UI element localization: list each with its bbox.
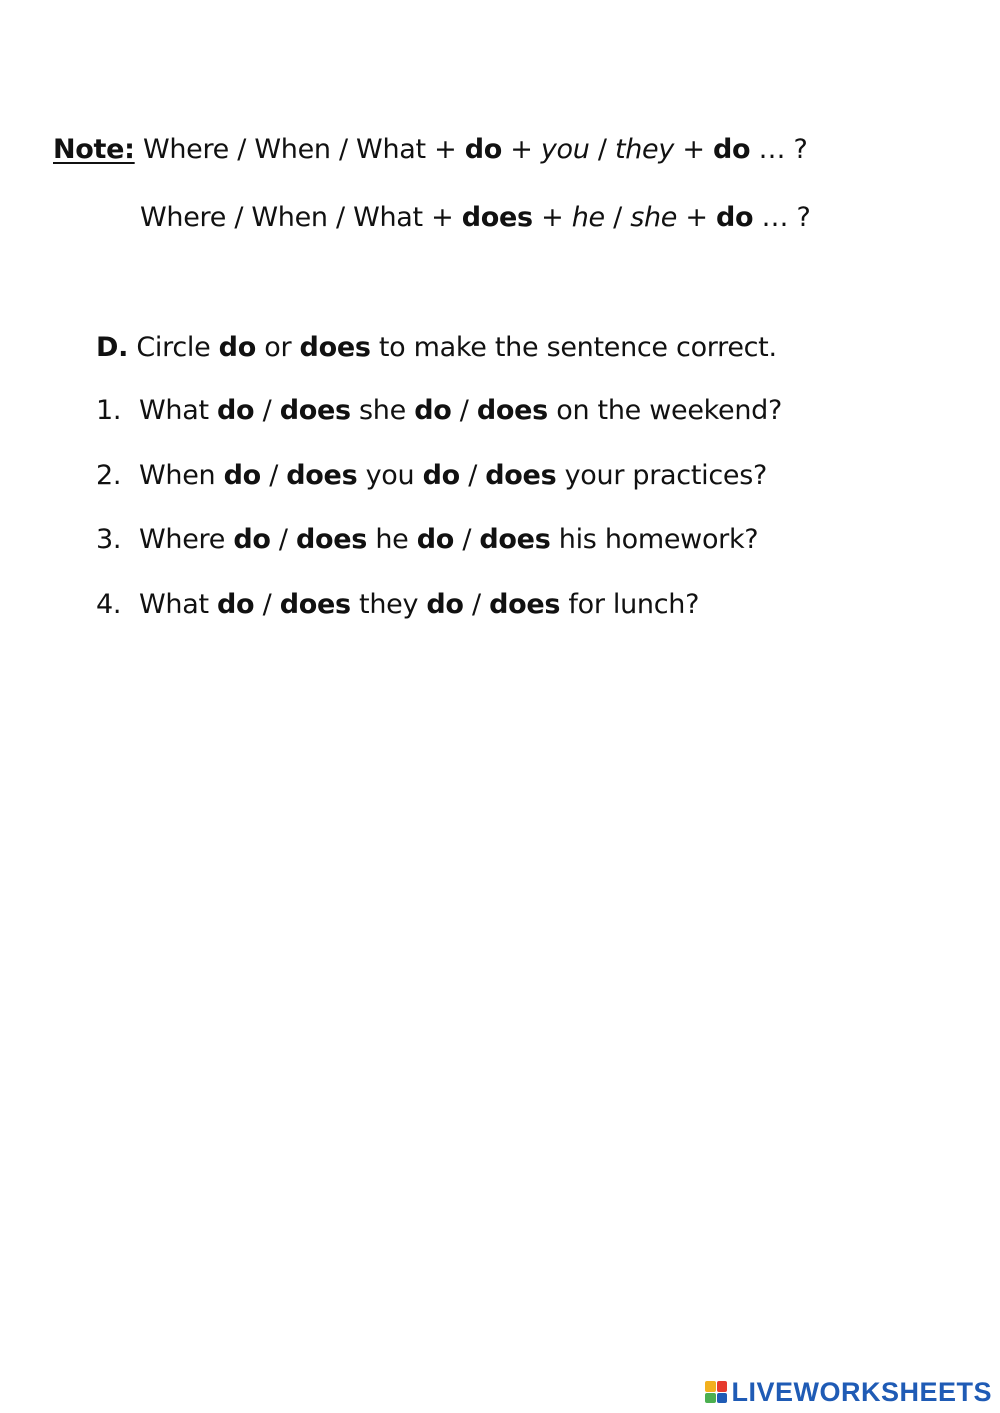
- item-number: 2.: [96, 460, 122, 491]
- item-text: he: [367, 524, 417, 555]
- item-text: you: [357, 460, 423, 491]
- note-pronoun: he: [571, 202, 605, 233]
- option-do[interactable]: do: [426, 589, 464, 620]
- option-does[interactable]: does: [279, 395, 351, 426]
- option-does[interactable]: does: [479, 524, 551, 555]
- note-text: +: [677, 202, 716, 233]
- item-text: for lunch?: [560, 589, 700, 620]
- slash: /: [451, 395, 477, 426]
- instruction-does: does: [299, 332, 371, 363]
- item-text: your practices?: [556, 460, 767, 491]
- note-text: +: [532, 202, 572, 233]
- slash: /: [454, 524, 480, 555]
- logo-square: [717, 1393, 728, 1404]
- option-does[interactable]: does: [485, 460, 557, 491]
- note-do: do: [464, 134, 502, 165]
- note-label: Note:: [53, 134, 135, 165]
- slash: /: [260, 460, 287, 491]
- option-does[interactable]: does: [279, 589, 351, 620]
- question-item-2: [96, 458, 767, 494]
- item-text: she: [350, 395, 415, 426]
- note-pronoun: they: [614, 134, 675, 165]
- option-does[interactable]: does: [476, 395, 548, 426]
- note-line-1: [53, 132, 808, 168]
- item-number: 4.: [96, 589, 122, 620]
- question-item-3: [96, 522, 758, 558]
- option-do[interactable]: do: [217, 589, 255, 620]
- note-text: Where / When / What +: [134, 134, 465, 165]
- item-text: they: [350, 589, 427, 620]
- question-item-1: [96, 393, 782, 429]
- item-text: Where: [139, 524, 234, 555]
- slash: /: [254, 589, 280, 620]
- option-do[interactable]: do: [414, 395, 452, 426]
- note-does: does: [461, 202, 533, 233]
- option-do[interactable]: do: [416, 524, 455, 555]
- note-text: /: [589, 134, 615, 165]
- option-does[interactable]: does: [489, 589, 561, 620]
- item-number: 1.: [96, 395, 122, 426]
- instruction-text: or: [255, 332, 300, 363]
- item-text: What: [139, 589, 218, 620]
- liveworksheets-logo-icon: [705, 1381, 727, 1403]
- instruction-do: do: [218, 332, 256, 363]
- logo-square: [705, 1381, 716, 1392]
- item-text: on the weekend?: [547, 395, 782, 426]
- note-text: Where / When / What +: [140, 202, 462, 233]
- item-text: his homework?: [550, 524, 759, 555]
- note-do: do: [712, 134, 751, 165]
- option-do[interactable]: do: [233, 524, 271, 555]
- option-do[interactable]: do: [422, 460, 460, 491]
- instruction-text: to make the sentence correct.: [370, 332, 777, 363]
- option-do[interactable]: do: [217, 395, 255, 426]
- question-item-4: [96, 587, 699, 623]
- section-letter: D.: [96, 332, 129, 363]
- liveworksheets-watermark: [705, 1378, 992, 1406]
- note-text: +: [501, 134, 541, 165]
- note-line-2: [140, 200, 811, 236]
- note-text: /: [604, 202, 631, 233]
- slash: /: [463, 589, 490, 620]
- instruction: [96, 330, 777, 366]
- item-number: 3.: [96, 524, 122, 555]
- option-does[interactable]: does: [286, 460, 358, 491]
- item-text: When: [139, 460, 224, 491]
- note-text: … ?: [750, 134, 808, 165]
- slash: /: [270, 524, 296, 555]
- note-text: … ?: [753, 202, 811, 233]
- logo-square: [717, 1381, 728, 1392]
- note-pronoun: you: [540, 134, 590, 165]
- slash: /: [254, 395, 280, 426]
- watermark-text: LIVEWORKSHEETS: [731, 1377, 992, 1407]
- item-text: What: [139, 395, 218, 426]
- note-text: +: [674, 134, 713, 165]
- logo-square: [705, 1393, 716, 1404]
- option-do[interactable]: do: [223, 460, 261, 491]
- slash: /: [459, 460, 486, 491]
- note-do: do: [715, 202, 754, 233]
- instruction-text: Circle: [128, 332, 219, 363]
- note-pronoun: she: [630, 202, 678, 233]
- option-does[interactable]: does: [295, 524, 368, 555]
